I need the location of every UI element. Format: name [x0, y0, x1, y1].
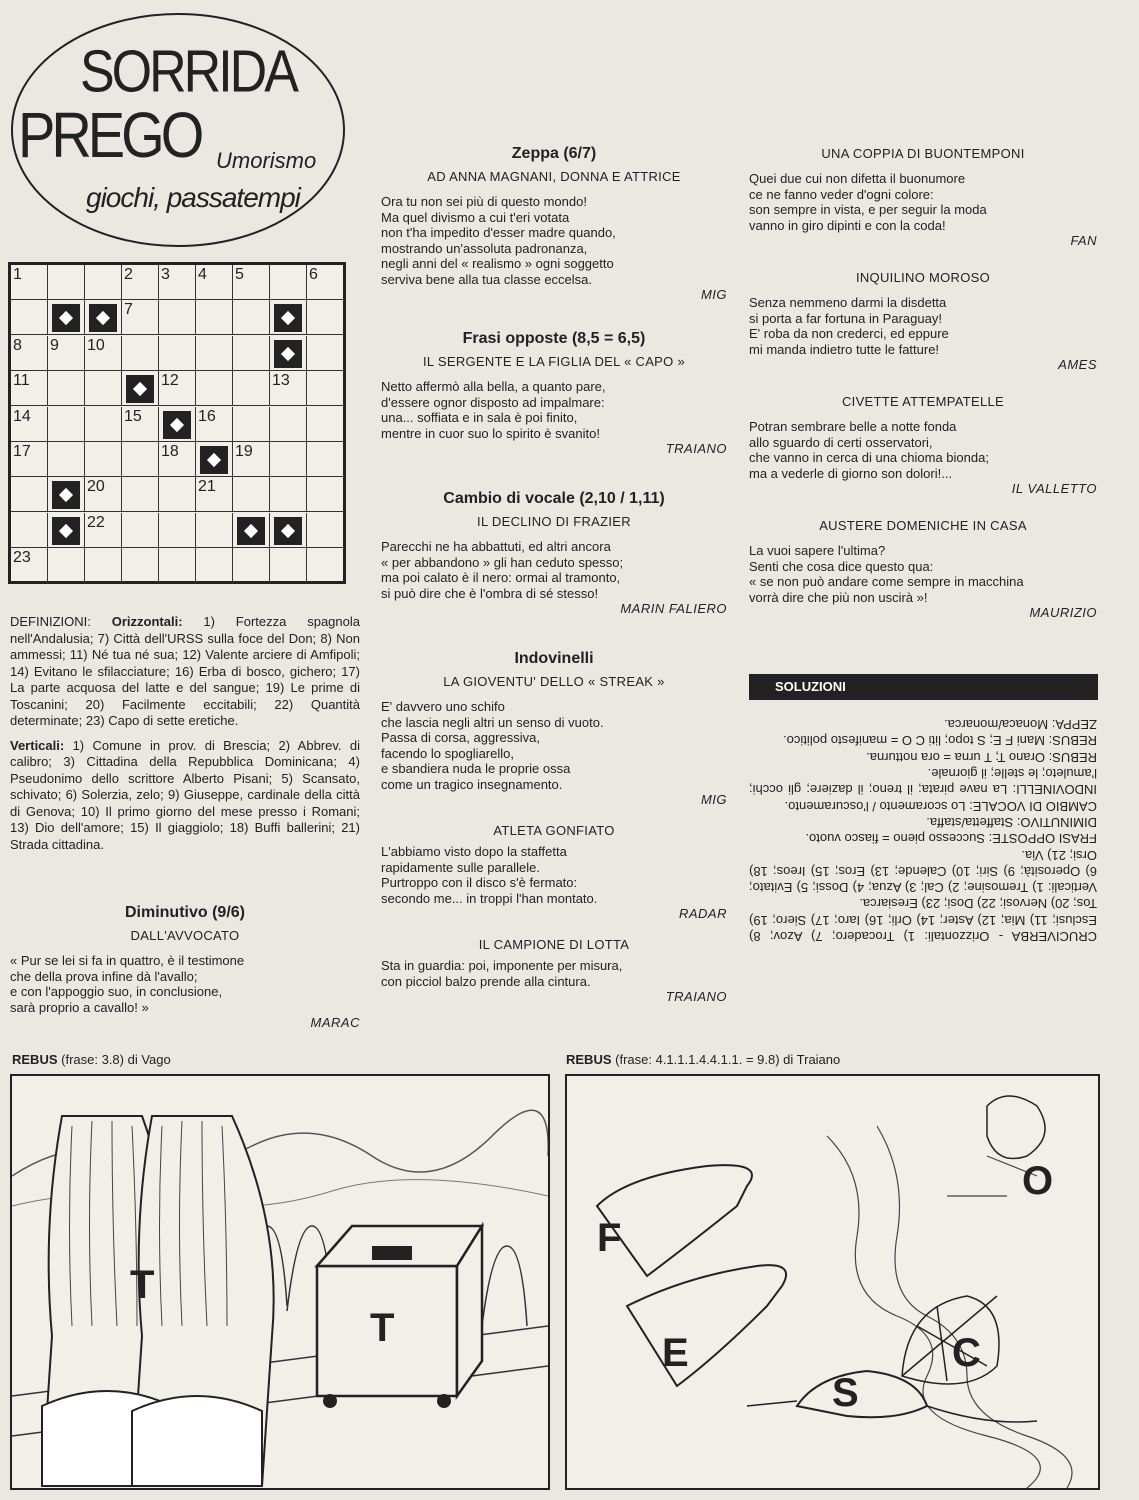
horizontal-label: Orizzontali: [111, 614, 183, 629]
crossword-cell [159, 336, 196, 371]
riddle-author: RADAR [678, 906, 727, 921]
riddles-column-3 [749, 146, 1097, 620]
puzzle-title: Cambio di vocale (2,10 / 1,11) [443, 490, 665, 507]
solution-line: DIMINUTIVO: Staffetta/staffa. [926, 815, 1097, 831]
solution-line: INDOVINELLI: La nave pirata; il treno; il daziere; gli occhi; l'amuleto; le stelle; il giornale. [749, 766, 1097, 798]
solutions-header: SOLUZIONI [749, 674, 1098, 700]
crossword-black-square [52, 304, 80, 332]
crossword-number: 9 [50, 336, 59, 354]
puzzle-author: MARAC [310, 1015, 360, 1030]
rebus-letter: T [130, 1263, 155, 1307]
crossword-cell [85, 442, 122, 477]
crossword-black-square [163, 411, 191, 439]
crossword-number: 5 [235, 266, 244, 283]
riddle-subtitle: INQUILINO MOROSO [855, 270, 991, 285]
riddle-text: Quei due cui non difetta il buonumore ce ne fanno veder d'ogni colore: son sempre in vista, e per seguir la moda vanno in giro dipinti e con la coda! [749, 171, 987, 233]
solution-line: CRUCIVERBA - Orizzontali: 1) Trocadero; 7) Azov; 8) Esclusi; 11) Mia; 12) Aster; 14) Orli; 16) Iaro; 17) Siero; 19) Tos; 20) Nervosi; 22) Dosi; 23) Eresiarca. [749, 896, 1097, 945]
riddle-author: FAN [1070, 233, 1097, 248]
crossword-number: 19 [235, 443, 253, 460]
crossword-number: 15 [124, 407, 142, 425]
crossword-black-square [52, 517, 80, 545]
solution-line: REBUS: Mani F E; S topo; liti C O = manifesto politico. [783, 733, 1097, 749]
crossword-cell [159, 300, 196, 335]
rebus-label: REBUS [566, 1052, 612, 1067]
puzzle-title: Zeppa (6/7) [511, 145, 597, 162]
logo-line-4: giochi, passatempi [86, 182, 300, 213]
puzzle-author: MIG [700, 287, 727, 302]
crossword-cell [270, 265, 307, 300]
crossword-number: 13 [272, 372, 290, 390]
crossword-cell [233, 336, 270, 371]
rebus-caption-text: (frase: 4.1.1.1.4.4.1.1. = 9.8) di Traiano [615, 1052, 841, 1067]
riddle-subtitle: IL CAMPIONE DI LOTTA [478, 937, 630, 952]
crossword-number: 2 [124, 266, 133, 283]
rebus-1-caption [12, 1052, 171, 1067]
logo-line-1: SORRIDA [80, 38, 296, 106]
crossword-cell [159, 477, 196, 512]
crossword-cell [11, 513, 48, 548]
riddle-subtitle: AUSTERE DOMENICHE IN CASA [819, 518, 1027, 533]
puzzle-author: TRAIANO [665, 441, 727, 456]
crossword-cell [233, 371, 270, 406]
logo-line-3: Umorismo [216, 148, 317, 173]
logo-line-2: PREGO [18, 98, 201, 171]
crossword-black-square [52, 481, 80, 509]
crossword-cell [270, 548, 307, 583]
solution-line: Verticali: 1) Tremosine; 2) Cal; 3) Azua; 4) Dossi; 5) Evitato; 6) Operosità; 9) Siri; 10) Calende; 13) Eros; 15) Ireos; 18) Orsi; 21) Via. [749, 847, 1097, 896]
cambio-vocale-puzzle [381, 490, 727, 616]
zeppa-puzzle [381, 145, 727, 302]
riddle-text: L'abbiamo visto dopo la staffetta rapidamente sulle parallele. Purtroppo con il disco s'è fermato: secondo me... in troppi l'han montato. [381, 844, 598, 906]
crossword-cell [159, 513, 196, 548]
puzzle-subtitle: IL DECLINO DI FRAZIER [477, 514, 631, 529]
puzzle-text: Parecchi ne ha abbattuti, ed altri ancora « per abbandono » gli han ceduto spesso; ma poi calato è il nero: ormai al tramonto, si può dire che è l'ombra di sé stesso! [381, 539, 624, 601]
crossword-cell [48, 371, 85, 406]
rebus-2-illustration [565, 1074, 1100, 1490]
riddle-author: MAURIZIO [1029, 605, 1097, 620]
riddle-author: IL VALLETTO [1011, 481, 1097, 496]
crossword-cell [122, 477, 159, 512]
riddle-subtitle: UNA COPPIA DI BUONTEMPONI [821, 146, 1025, 161]
crossword-cell [307, 371, 344, 406]
puzzle-subtitle: AD ANNA MAGNANI, DONNA E ATTRICE [427, 169, 681, 184]
crossword-number: 8 [13, 336, 22, 354]
crossword-number: 11 [13, 372, 30, 390]
crossword-cell [11, 300, 48, 335]
rebus-letter: O [1022, 1159, 1054, 1203]
crossword-cell [233, 300, 270, 335]
crossword-black-square [237, 517, 265, 545]
crossword-black-square [89, 304, 117, 332]
crossword-cell [48, 265, 85, 300]
crossword-cell [159, 548, 196, 583]
solution-line: CAMBIO DI VOCALE: Lo scoramento / l'oscuramento. [784, 798, 1097, 814]
crossword-cell [270, 407, 307, 442]
crossword-cell [270, 477, 307, 512]
crossword-cell [233, 548, 270, 583]
crossword-cell [307, 548, 344, 583]
crossword-number: 16 [198, 407, 216, 425]
crossword-cell [270, 442, 307, 477]
rebus-caption-text: (frase: 3.8) di Vago [61, 1052, 171, 1067]
crossword-cell [122, 513, 159, 548]
rebus-letter: C [952, 1331, 981, 1375]
crossword-cell [307, 336, 344, 371]
crossword-number: 21 [198, 478, 216, 496]
riddle-author: TRAIANO [665, 989, 727, 1004]
crossword-number: 18 [161, 443, 179, 460]
rebus-letter: F [597, 1216, 622, 1260]
crossword-number: 10 [87, 336, 105, 354]
crossword-cell [85, 407, 122, 442]
riddle-text: Sta in guardia: poi, imponente per misura, con picciol balzo prende alla cintura. [381, 958, 623, 989]
rebus-letter: S [832, 1371, 859, 1415]
crossword-grid [8, 262, 346, 584]
crossword-cell [48, 442, 85, 477]
crossword-cell [307, 407, 344, 442]
crossword-black-square [200, 446, 228, 474]
riddle-text: Senza nemmeno darmi la disdetta si porta a far fortuna in Paraguay! E' roba da non crederci, ed eppure mi manda indietro tutte le fatture! [749, 295, 949, 357]
riddle-text: Potran sembrare belle a notte fonda allo sguardo di certi osservatori, che vanno in cerca di una chioma bionda; ma a vederle di giorno son dolori!... [749, 419, 989, 481]
crossword-cell [85, 548, 122, 583]
horizontal-definitions: 1) Fortezza spagnola nell'Andalusia; 7) Città dell'URSS sulla foce del Don; 8) Non ammessi; 11) Né tua né sua; 12) Valente arciere di Amfipoli; 14) Evitano le sfilacciature; 16) Erba di bosco, gichero; 17) La parte acquosa del latte e del sangue; 19) Le prime di Toscanini; 20) Facilmente eccitabili; 22) Quantità determinate; 23) Capo di sette eretiche. [10, 614, 360, 728]
solution-line: REBUS: Orano T; T urna = ora notturna. [866, 749, 1097, 765]
indovinelli-section [381, 650, 727, 1004]
crossword-cell [196, 513, 233, 548]
crossword-cell [196, 371, 233, 406]
solution-line: FRASI OPPOSTE: Successo pieno = fiasco vuoto. [805, 831, 1097, 847]
crossword-cell [233, 407, 270, 442]
crossword-cell [307, 477, 344, 512]
crossword-number: 12 [161, 372, 179, 390]
crossword-cell [196, 336, 233, 371]
frasi-opposte-puzzle [381, 330, 727, 456]
puzzle-text: Netto affermò alla bella, a quanto pare, d'essere ognor disposto ad impalmare: una... soffiata e in sala è poi finito, mentre in cuor suo lo spirito è svanito! [381, 379, 606, 441]
crossword-cell [196, 300, 233, 335]
diminutivo-puzzle [10, 904, 360, 1030]
crossword-cell [85, 265, 122, 300]
crossword-cell [196, 548, 233, 583]
crossword-number: 17 [13, 443, 31, 460]
puzzle-title: Diminutivo (9/6) [124, 904, 245, 921]
crossword-cell [11, 477, 48, 512]
crossword-number: 4 [198, 266, 207, 283]
riddle-text: La vuoi sapere l'ultima? Senti che cosa dice questo qua: « se non può andare come sempre in macchina vorrà dire che più non uscirà »! [749, 543, 1024, 605]
crossword-number: 20 [87, 478, 105, 496]
rebus-label: REBUS [12, 1052, 58, 1067]
crossword-cell [48, 548, 85, 583]
riddle-author: MIG [700, 792, 727, 807]
puzzle-subtitle: IL SERGENTE E LA FIGLIA DEL « CAPO » [423, 354, 685, 369]
riddle-subtitle: LA GIOVENTU' DELLO « STREAK » [443, 674, 665, 689]
crossword-number: 23 [13, 549, 31, 567]
vertical-label: Verticali: [10, 737, 65, 753]
rebus-letter: T [370, 1306, 395, 1350]
crossword-number: 6 [309, 266, 318, 283]
rebus-1-illustration [10, 1074, 550, 1490]
puzzle-text: « Pur se lei si fa in quattro, è il testimone che della prova infine dà l'avallo; e con l'appoggio suo, in conclusione, sarà proprio a cavallo! » [10, 953, 245, 1015]
riddle-author: AMES [1058, 357, 1097, 372]
riddle-subtitle: CIVETTE ATTEMPATELLE [841, 394, 1005, 409]
crossword-cell [85, 371, 122, 406]
crossword-cell [122, 442, 159, 477]
rebus-1-drawing [12, 1076, 548, 1488]
vertical-definitions: 1) Comune in prov. di Brescia; 2) Abbrev. di calibro; 3) Cittadina della Repubblica Dominicana; 4) Pseudonimo dello scrittore Alberto Pisani; 5) Scansato, schivato; 6) Solerzia, zelo; 9) Giuseppe, cardinale della città di Genova; 10) Il primo giorno del mese presso i Romani; 13) Dio dell'amore; 15) Il giaggiolo; 18) Buffi ballerini; 21) Strada cittadina. [10, 737, 360, 852]
definitions-label: DEFINIZIONI: [10, 614, 91, 629]
crossword-number: 1 [13, 266, 22, 283]
puzzle-subtitle: DALL'AVVOCATO [130, 928, 240, 943]
riddle-text: E' davvero uno schifo che lascia negli altri un senso di vuoto. Passa di corsa, aggressiva, facendo lo spogliarello, e sbandiera nuda le proprie ossa come un tragico insegnamento. [381, 699, 604, 792]
puzzle-author: MARIN FALIERO [620, 601, 727, 616]
riddle-subtitle: ATLETA GONFIATO [493, 823, 615, 838]
rebus-2-caption [566, 1052, 840, 1067]
puzzle-title: Frasi opposte (8,5 = 6,5) [462, 330, 646, 347]
crossword-number: 3 [161, 266, 170, 283]
crossword-black-square [274, 340, 302, 368]
crossword-black-square [274, 304, 302, 332]
rebus-2-drawing [567, 1076, 1098, 1488]
crossword-cell [122, 336, 159, 371]
crossword-number: 14 [13, 407, 31, 425]
crossword-number: 7 [124, 301, 133, 319]
crossword-black-square [274, 517, 302, 545]
magazine-logo [8, 10, 348, 250]
crossword-number: 22 [87, 513, 105, 531]
crossword-cell [307, 442, 344, 477]
crossword-black-square [126, 375, 154, 403]
section-title: Indovinelli [514, 650, 594, 667]
crossword-cell [122, 548, 159, 583]
crossword-cell [233, 477, 270, 512]
solution-line: ZEPPA: Monaca/monarca. [944, 717, 1097, 733]
crossword-cell [48, 407, 85, 442]
rebus-letter: E [662, 1331, 689, 1375]
crossword-cell [307, 300, 344, 335]
puzzle-text: Ora tu non sei più di questo mondo! Ma quel divismo a cui t'eri votata non t'ha impedito d'esser madre quando, mostrando un'assoluta padronanza, negli anni del « realismo » ogni soggetto serviva bene alla tua classe eccelsa. [381, 194, 616, 287]
crossword-definitions [10, 614, 360, 861]
crossword-cell [307, 513, 344, 548]
solutions-upside-down [749, 716, 1097, 944]
